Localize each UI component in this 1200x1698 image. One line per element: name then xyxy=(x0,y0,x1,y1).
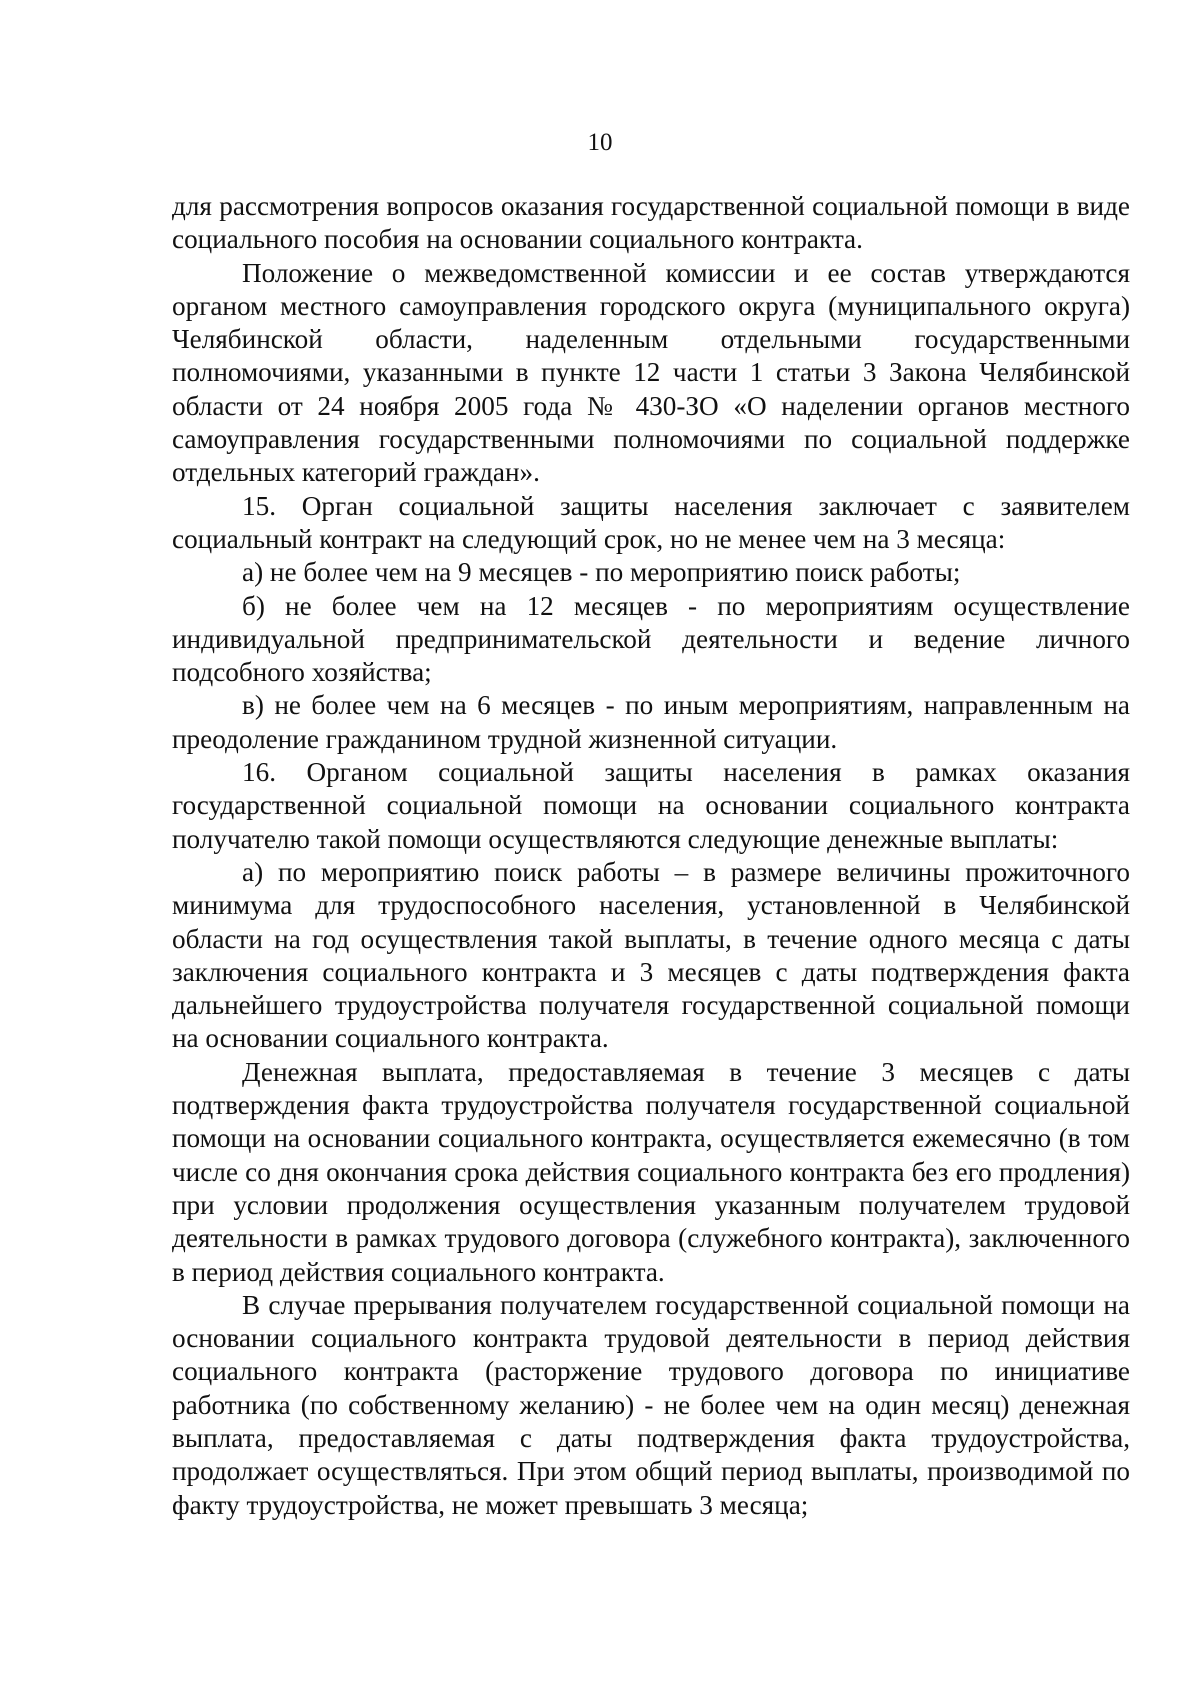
paragraph-item-15-a: а) не более чем на 9 месяцев - по мероприятию поиск работы; xyxy=(242,557,961,588)
paragraph-commission-regulation: Положение о межведомственной комиссии и ее состав утверждаются органом местного самоуправления городского округа (муниципального округа) Челябинской области, наделенным отдельными государственными полномочиями, указанными в пункте 12 части 1 статьи 3 Закона Челябинской области от 24 ноября 2005 года № 430-ЗО «О наделении органов местного самоуправления государственными полномочиями по социальной поддержке отдельных категорий граждан». xyxy=(172,257,1130,488)
paragraph-item-15-v: в) не более чем на 6 месяцев - по иным мероприятиям, направленным на преодоление гражданином трудной жизненной ситуации. xyxy=(172,690,1130,754)
page-number: 10 xyxy=(587,129,613,156)
paragraph-continuation: для рассмотрения вопросов оказания государственной социальной помощи в виде социального пособия на основании социального контракта. xyxy=(172,191,1130,255)
paragraph-interruption: В случае прерывания получателем государственной социальной помощи на основании социального контракта трудовой деятельности в период действия социального контракта (расторжение трудового договора по инициативе работника (по собственному желанию) - не более чем на один месяц) денежная выплата, предоставляемая с даты подтверждения факта трудоустройства, продолжает осуществляться. При этом общий период выплаты, производимой по факту трудоустройства, не может превышать 3 месяца; xyxy=(172,1289,1130,1520)
document-body xyxy=(172,190,1130,1522)
paragraph-item-16-a: а) по мероприятию поиск работы – в размере величины прожиточного минимума для трудоспособного населения, установленной в Челябинской области на год осуществления такой выплаты, в течение одного месяца с даты заключения социального контракта и 3 месяцев с даты подтверждения факта дальнейшего трудоустройства получателя государственной социальной помощи на основании социального контракта. xyxy=(172,856,1130,1054)
paragraph-item-15-b: б) не более чем на 12 месяцев - по мероприятиям осуществление индивидуальной предпринимательской деятельности и ведение личного подсобного хозяйства; xyxy=(172,590,1130,688)
paragraph-monthly-payment: Денежная выплата, предоставляемая в течение 3 месяцев с даты подтверждения факта трудоустройства получателя государственной социальной помощи на основании социального контракта, осуществляется ежемесячно (в том числе со дня окончания срока действия социального контракта без его продления) при условии продолжения осуществления указанным получателем трудовой деятельности в рамках трудового договора (служебного контракта), заключенного в период действия социального контракта. xyxy=(172,1056,1130,1287)
paragraph-item-15: 15. Орган социальной защиты населения заключает с заявителем социальный контракт на следующий срок, но не менее чем на 3 месяца: xyxy=(172,490,1130,554)
paragraph-item-16: 16. Органом социальной защиты населения в рамках оказания государственной социальной помощи на основании социального контракта получателю такой помощи осуществляются следующие денежные выплаты: xyxy=(172,757,1130,854)
